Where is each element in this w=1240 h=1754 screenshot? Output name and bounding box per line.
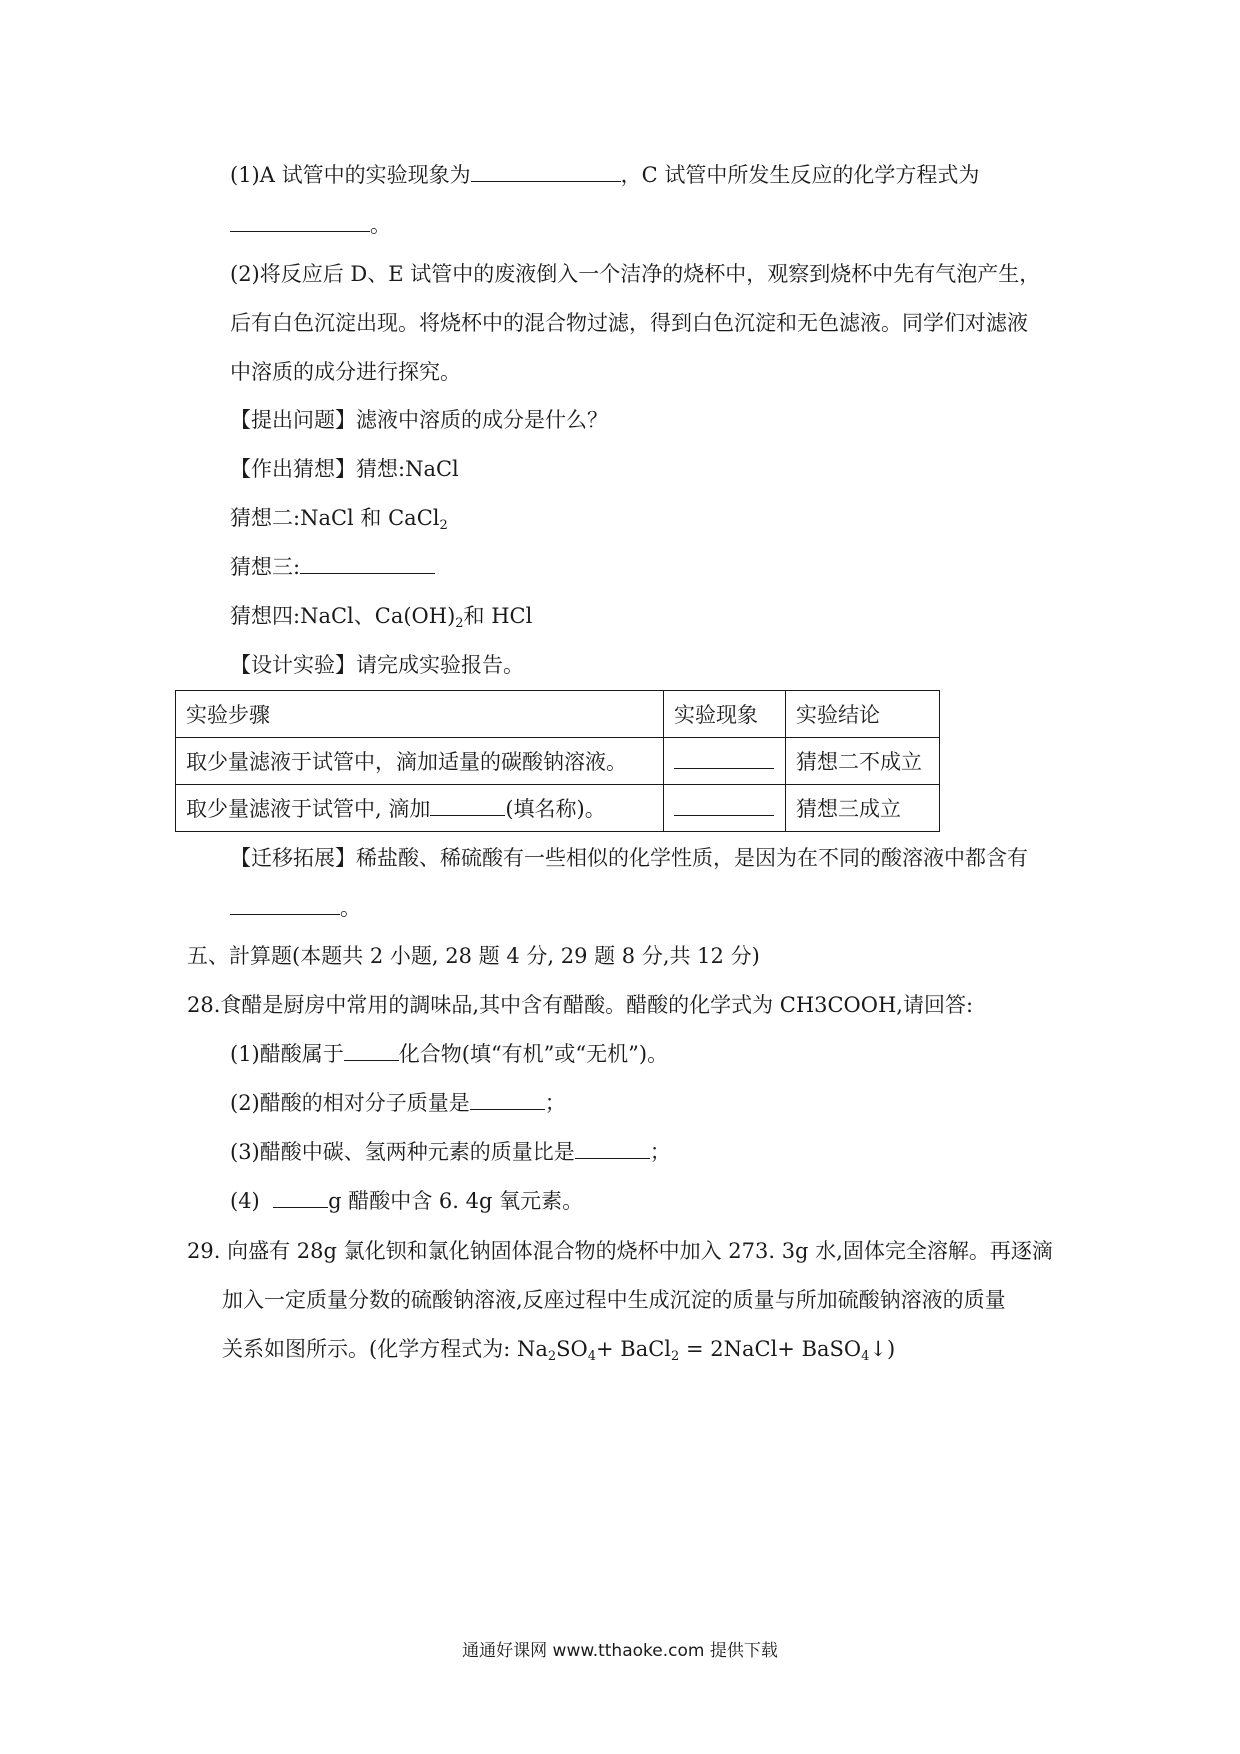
- transfer-extension: 【迁移拓展】稀盐酸、稀硫酸有一些相似的化学性质，是因为在不同的酸溶液中都含有: [230, 846, 1028, 870]
- guess-four-text: 猜想四:NaCl、Ca(OH): [230, 604, 456, 628]
- q28-sub1: [230, 1039, 668, 1069]
- guess-two: [230, 503, 448, 541]
- guess-two-text: 猜想二:NaCl 和 CaCl: [230, 506, 440, 530]
- q29-text: ↓): [869, 1337, 896, 1361]
- subscript: 2: [439, 518, 448, 533]
- subscript: 2: [455, 616, 464, 631]
- row1-step: 取少量滤液于试管中，滴加适量的碳酸钠溶液。: [176, 738, 664, 785]
- subscript: 2: [547, 1349, 557, 1364]
- q28-stem: 28.食醋是厨房中常用的調味品,其中含有醋酸。醋酸的化学式为 CH3COOH,请回答:: [187, 993, 974, 1017]
- q27-part1-line2: [230, 210, 391, 240]
- header-conclusion: 实验结论: [786, 691, 940, 738]
- subscript: 4: [587, 1349, 597, 1364]
- table-row: [176, 785, 940, 832]
- transfer-extension-line2: [230, 893, 361, 923]
- experiment-report-table: [175, 690, 940, 832]
- q29-line3: [222, 1334, 895, 1372]
- q27-part1-text-a: (1)A 试管中的实验现象为: [230, 163, 471, 187]
- header-steps: 实验步骤: [176, 691, 664, 738]
- answer-blank-row1-phenomenon[interactable]: [674, 748, 774, 769]
- row2-conclusion: 猜想三成立: [786, 785, 940, 832]
- row1-conclusion: 猜想二不成立: [786, 738, 940, 785]
- semicolon: ；: [544, 1091, 566, 1115]
- guess-one: 【作出猜想】猜想:NaCl: [230, 457, 459, 481]
- answer-blank-molecular-mass[interactable]: [470, 1089, 545, 1110]
- table-header-row: [176, 691, 940, 738]
- section-five-heading: 五、計算题(本题共 2 小题, 28 题 4 分, 29 题 8 分,共 12 分): [187, 944, 760, 968]
- q28-sub1-text: (1)醋酸属于: [230, 1042, 344, 1066]
- row1-phenomenon: [664, 738, 786, 785]
- semicolon: ；: [649, 1140, 671, 1164]
- row2-step-text: 取少量滤液于试管中, 滴加: [186, 797, 431, 821]
- guess-three: [230, 552, 435, 582]
- q28-sub1-text-end: 化合物(填“有机”或“无机”)。: [398, 1042, 669, 1066]
- period: 。: [340, 896, 361, 920]
- design-experiment: 【设计实验】请完成实验报告。: [230, 653, 524, 677]
- q29-text: 关系如图所示。(化学方程式为: Na: [222, 1337, 548, 1361]
- q27-part1-text-b: ，C 试管中所发生反应的化学方程式为: [620, 163, 980, 187]
- q27-part2-line1: (2)将反应后 D、E 试管中的废液倒入一个洁净的烧杯中，观察到烧杯中先有气泡产生，: [230, 262, 1041, 286]
- subscript: 2: [671, 1349, 680, 1364]
- q28-sub4-text-end: g 醋酸中含 6. 4g 氧元素。: [328, 1189, 584, 1213]
- row2-phenomenon: [664, 785, 786, 832]
- answer-blank-mass-ratio[interactable]: [575, 1138, 650, 1159]
- q27-part1-line: [230, 160, 979, 190]
- q28-sub2: [230, 1088, 566, 1118]
- q28-sub3-text: (3)醋酸中碳、氢两种元素的质量比是: [230, 1140, 575, 1164]
- raise-question: 【提出问题】滤液中溶质的成分是什么？: [230, 408, 608, 432]
- answer-blank-row2-phenomenon[interactable]: [674, 795, 774, 816]
- guess-three-text: 猜想三:: [230, 555, 301, 579]
- q28-sub2-text: (2)醋酸的相对分子质量是: [230, 1091, 470, 1115]
- q29-text: + BaCl: [596, 1337, 672, 1361]
- row2-step: [176, 785, 664, 832]
- answer-blank-ions[interactable]: [230, 894, 340, 915]
- answer-blank-guess-three[interactable]: [300, 553, 435, 574]
- q28-sub4: [230, 1186, 583, 1216]
- q27-part2-line3: 中溶质的成分进行探究。: [230, 360, 461, 384]
- answer-blank-c-equation[interactable]: [230, 211, 370, 232]
- period: 。: [370, 213, 391, 237]
- header-phenomenon: 实验现象: [664, 691, 786, 738]
- answer-blank-reagent[interactable]: [430, 795, 505, 816]
- subscript: 4: [861, 1349, 870, 1364]
- q29-text: SO: [556, 1337, 588, 1361]
- page-footer: 通通好课网 www.tthaoke.com 提供下载: [462, 1641, 778, 1661]
- guess-four: [230, 601, 532, 639]
- answer-blank-a-phenomenon[interactable]: [471, 161, 621, 182]
- table-row: [176, 738, 940, 785]
- q29-line1: 29. 向盛有 28g 氯化钡和氯化钠固体混合物的烧杯中加入 273. 3g 水,固体完全溶解。再逐滴: [187, 1239, 1053, 1263]
- q29-line2: 加入一定质量分数的硫酸钠溶液,反座过程中生成沉淀的质量与所加硫酸钠溶液的质量: [222, 1288, 1006, 1312]
- q28-sub4-text: (4): [230, 1189, 260, 1213]
- q28-sub3: [230, 1137, 671, 1167]
- q29-text: = 2NaCl+ BaSO: [679, 1337, 862, 1361]
- answer-blank-acetic-mass[interactable]: [273, 1187, 328, 1208]
- row2-step-end: (填名称)。: [505, 797, 606, 821]
- q27-part2-line2: 后有白色沉淀出现。将烧杯中的混合物过滤，得到白色沉淀和无色滤液。同学们对滤液: [230, 311, 1028, 335]
- guess-four-text-end: 和 HCl: [463, 604, 533, 628]
- answer-blank-organic[interactable]: [344, 1040, 399, 1061]
